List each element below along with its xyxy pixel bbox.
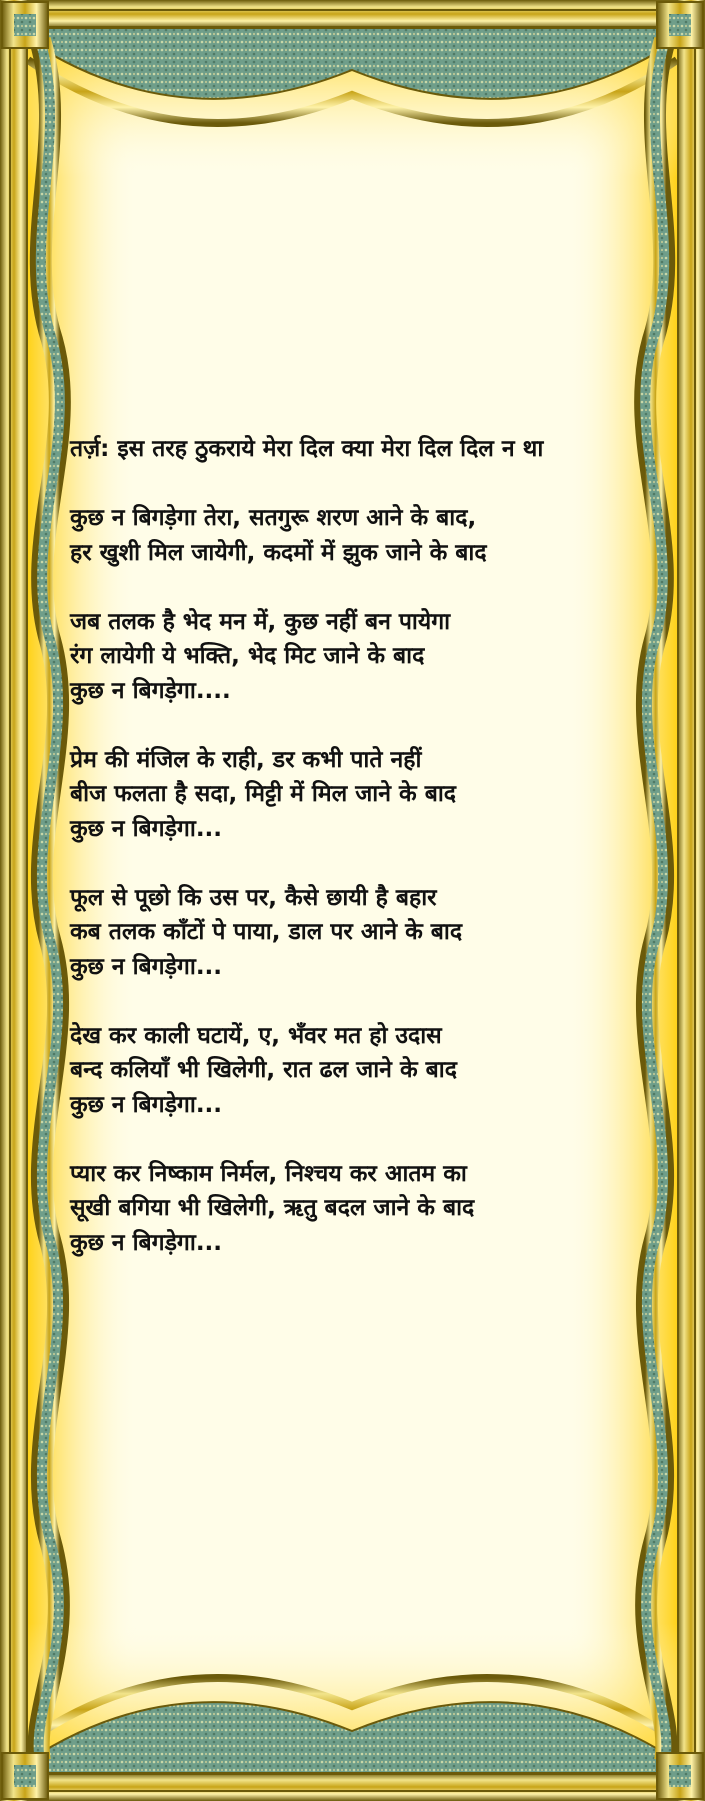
stanza-6 bbox=[70, 1157, 650, 1261]
lyric-line: रंग लायेगी ये भक्ति, भेद मिट जाने के बाद bbox=[70, 643, 425, 669]
stanza-2 bbox=[70, 605, 650, 709]
refrain-line: कुछ न बिगड़ेगा.... bbox=[70, 677, 231, 704]
lyric-line: बन्द कलियाँ भी खिलेगी, रात ढल जाने के बाद bbox=[70, 1057, 457, 1083]
tune-line-block bbox=[70, 432, 650, 467]
tune-line: तर्ज़: इस तरह ठुकराये मेरा दिल क्या मेरा दिल दिल न था bbox=[70, 436, 544, 462]
refrain-line: कुछ न बिगड़ेगा... bbox=[70, 953, 223, 980]
stanza-4 bbox=[70, 881, 650, 985]
refrain-line: कुछ न बिगड़ेगा... bbox=[70, 1091, 223, 1118]
lyric-line: प्रेम की मंजिल के राही, डर कभी पाते नहीं bbox=[70, 746, 422, 773]
refrain-line: कुछ न बिगड़ेगा... bbox=[70, 1229, 223, 1256]
lyric-line: प्यार कर निष्काम निर्मल, निश्चय कर आतम का bbox=[70, 1160, 467, 1187]
lyric-line: सूखी बगिया भी खिलेगी, ऋतु बदल जाने के बाद bbox=[70, 1195, 475, 1221]
lyric-line: हर खुशी मिल जायेगी, कदमों में झुक जाने के बाद bbox=[70, 539, 487, 566]
stanza-1 bbox=[70, 501, 650, 570]
lyric-line: कब तलक काँटों पे पाया, डाल पर आने के बाद bbox=[70, 919, 463, 945]
stanza-3 bbox=[70, 743, 650, 847]
lyric-line: जब तलक है भेद मन में, कुछ नहीं बन पायेगा bbox=[70, 608, 451, 635]
refrain-line: कुछ न बिगड़ेगा... bbox=[70, 815, 223, 842]
lyric-line: कुछ न बिगड़ेगा तेरा, सतगुरू शरण आने के बाद, bbox=[70, 505, 477, 531]
lyric-line: देख कर काली घटायें, ए, भँवर मत हो उदास bbox=[70, 1022, 442, 1049]
lyric-line: बीज फलता है सदा, मिट्टी में मिल जाने के बाद bbox=[70, 781, 457, 807]
bhajan-lyrics bbox=[70, 432, 650, 1295]
lyric-line: फूल से पूछो कि उस पर, कैसे छायी है बहार bbox=[70, 884, 437, 911]
stanza-5 bbox=[70, 1019, 650, 1123]
